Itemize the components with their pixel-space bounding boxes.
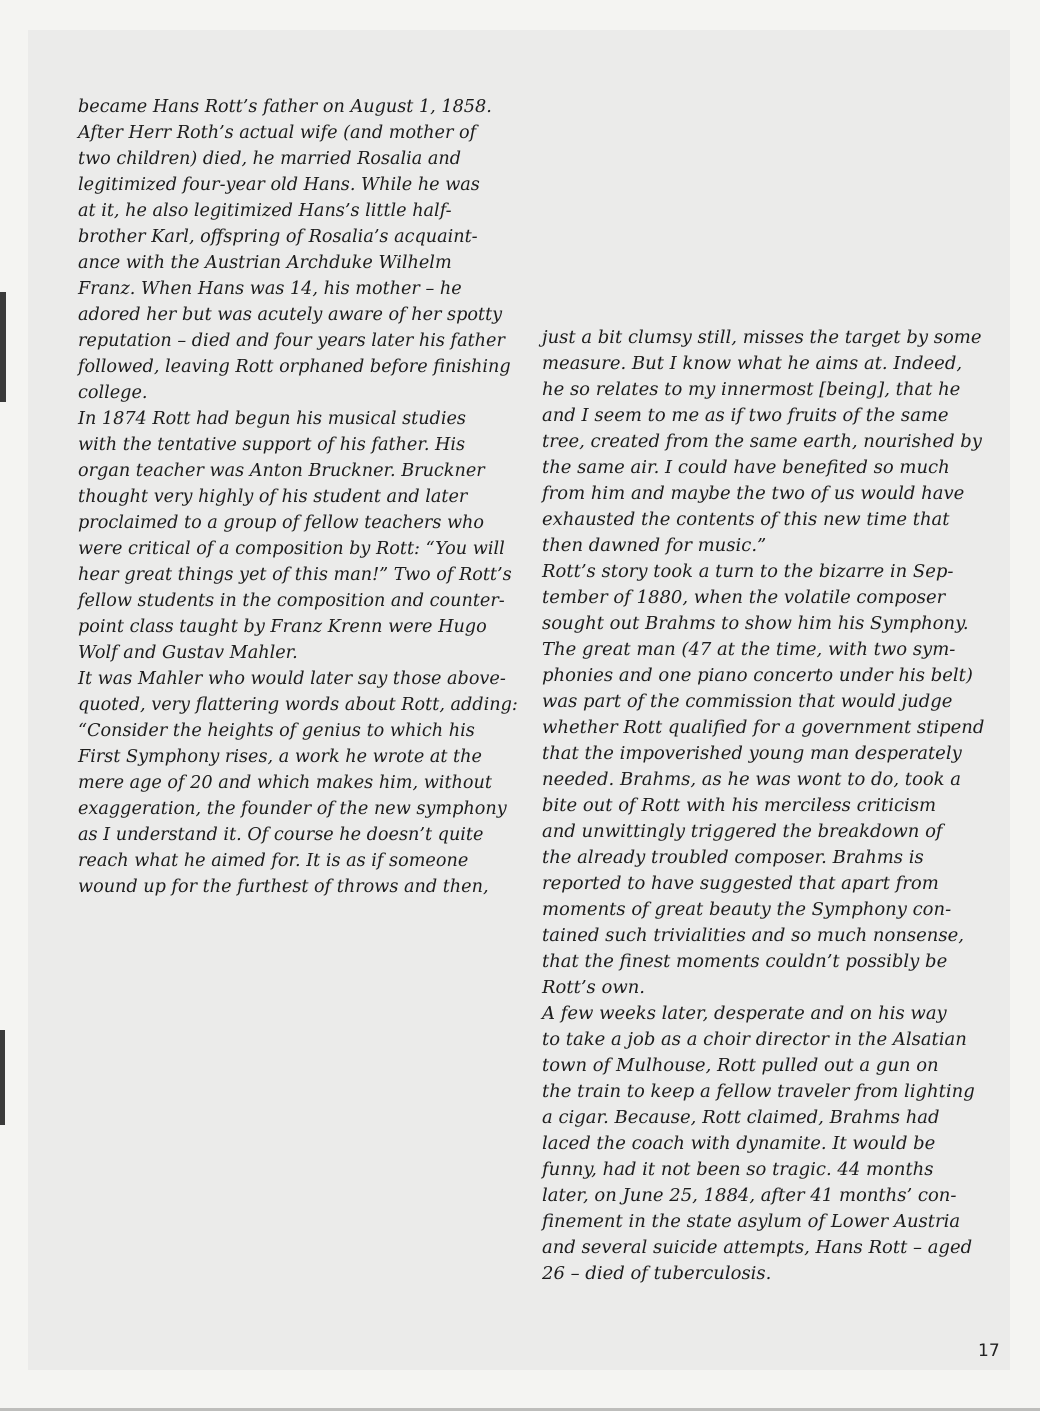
- text-line: A few weeks later, desperate and on his way: [542, 1003, 947, 1024]
- text-line: finement in the state asylum of Lower Austria: [542, 1211, 961, 1232]
- text-line: he so relates to my innermost [being], that he: [542, 379, 961, 400]
- text-line: proclaimed to a group of fellow teachers who: [78, 513, 485, 533]
- text-line: at it, he also legitimized Hans’s little half-: [78, 201, 452, 221]
- text-line: legitimized four-year old Hans. While he was: [78, 175, 480, 195]
- text-line: bite out of Rott with his merciless criticism: [542, 795, 937, 816]
- text-line: measure. But I know what he aims at. Indeed,: [542, 353, 963, 374]
- text-line: a cigar. Because, Rott claimed, Brahms had: [542, 1107, 940, 1128]
- text-line: laced the coach with dynamite. It would be: [542, 1133, 936, 1154]
- page-number: 17: [978, 1341, 1000, 1361]
- text-line: tember of 1880, when the volatile composer: [542, 587, 946, 608]
- text-line: In 1874 Rott had begun his musical studies: [78, 409, 466, 429]
- text-line: ance with the Austrian Archduke Wilhelm: [78, 253, 452, 273]
- text-line: that the impoverished young man desperately: [542, 743, 962, 764]
- text-line: Rott’s own.: [542, 977, 646, 998]
- text-line: needed. Brahms, as he was wont to do, took a: [542, 769, 961, 790]
- text-line: thought very highly of his student and later: [78, 487, 468, 507]
- text-line: the train to keep a fellow traveler from lighting: [542, 1081, 975, 1102]
- text-line: brother Karl, offspring of Rosalia’s acquaint-: [78, 227, 478, 247]
- text-line: It was Mahler who would later say those above-: [78, 669, 506, 689]
- text-line: reach what he aimed for. It is as if someone: [78, 851, 469, 871]
- text-line: followed, leaving Rott orphaned before finishing: [78, 357, 511, 377]
- text-line: town of Mulhouse, Rott pulled out a gun on: [542, 1055, 939, 1076]
- text-line: that the finest moments couldn’t possibly be: [542, 951, 948, 972]
- text-line: with the tentative support of his father. His: [78, 435, 466, 455]
- text-line: the same air. I could have benefited so much: [542, 457, 950, 478]
- text-line: phonies and one piano concerto under his belt): [542, 665, 973, 686]
- text-line: “Consider the heights of genius to which his: [78, 721, 475, 741]
- text-line: tained such trivialities and so much nonsense,: [542, 925, 964, 946]
- text-line: mere age of 20 and which makes him, without: [78, 773, 492, 793]
- text-line: moments of great beauty the Symphony con-: [542, 899, 952, 920]
- binding-shadow-mark: [0, 292, 6, 402]
- text-line: was part of the commission that would judge: [542, 691, 953, 712]
- text-line: reported to have suggested that apart from: [542, 873, 939, 894]
- binding-shadow-mark: [0, 1030, 5, 1125]
- text-line: Franz. When Hans was 14, his mother – he: [78, 279, 462, 299]
- text-line: Wolf and Gustav Mahler.: [78, 643, 298, 663]
- text-line: two children) died, he married Rosalia and: [78, 149, 462, 169]
- text-line: exhausted the contents of this new time that: [542, 509, 950, 530]
- text-line: wound up for the furthest of throws and then,: [78, 877, 489, 897]
- text-line: hear great things yet of this man!” Two of Rott’s: [78, 565, 512, 585]
- text-line: became Hans Rott’s father on August 1, 1858.: [78, 97, 492, 117]
- right-text-column: [542, 325, 984, 1287]
- text-line: just a bit clumsy still, misses the target by some: [542, 327, 982, 348]
- text-line: later, on June 25, 1884, after 41 months’ con-: [542, 1185, 957, 1206]
- text-line: and unwittingly triggered the breakdown of: [542, 821, 943, 842]
- text-line: quoted, very flattering words about Rott, adding:: [78, 695, 518, 715]
- text-line: and I seem to me as if two fruits of the same: [542, 405, 949, 426]
- text-line: 26 – died of tuberculosis.: [542, 1263, 772, 1284]
- text-line: were critical of a composition by Rott: “You will: [78, 539, 505, 559]
- text-line: as I understand it. Of course he doesn’t quite: [78, 825, 484, 845]
- text-line: from him and maybe the two of us would have: [542, 483, 965, 504]
- text-line: Rott’s story took a turn to the bizarre in Sep-: [542, 561, 954, 582]
- text-line: After Herr Roth’s actual wife (and mother of: [78, 123, 477, 143]
- text-line: whether Rott qualified for a government stipend: [542, 717, 985, 738]
- text-line: exaggeration, the founder of the new symphony: [78, 799, 507, 819]
- text-line: reputation – died and four years later his father: [78, 331, 505, 351]
- text-line: The great man (47 at the time, with two sym-: [542, 639, 956, 660]
- left-text-column: [78, 94, 518, 900]
- text-line: adored her but was acutely aware of her spotty: [78, 305, 503, 325]
- text-line: point class taught by Franz Krenn were Hugo: [78, 617, 487, 637]
- text-line: sought out Brahms to show him his Symphony.: [542, 613, 969, 634]
- text-line: fellow students in the composition and counter-: [78, 591, 505, 611]
- text-line: tree, created from the same earth, nourished by: [542, 431, 982, 452]
- text-line: organ teacher was Anton Bruckner. Bruckner: [78, 461, 485, 481]
- text-line: to take a job as a choir director in the Alsatian: [542, 1029, 967, 1050]
- text-line: and several suicide attempts, Hans Rott – aged: [542, 1237, 973, 1258]
- text-line: First Symphony rises, a work he wrote at the: [78, 747, 482, 767]
- text-line: funny, had it not been so tragic. 44 months: [542, 1159, 934, 1180]
- text-line: the already troubled composer. Brahms is: [542, 847, 924, 868]
- text-line: then dawned for music.”: [542, 535, 767, 556]
- text-line: college.: [78, 383, 148, 403]
